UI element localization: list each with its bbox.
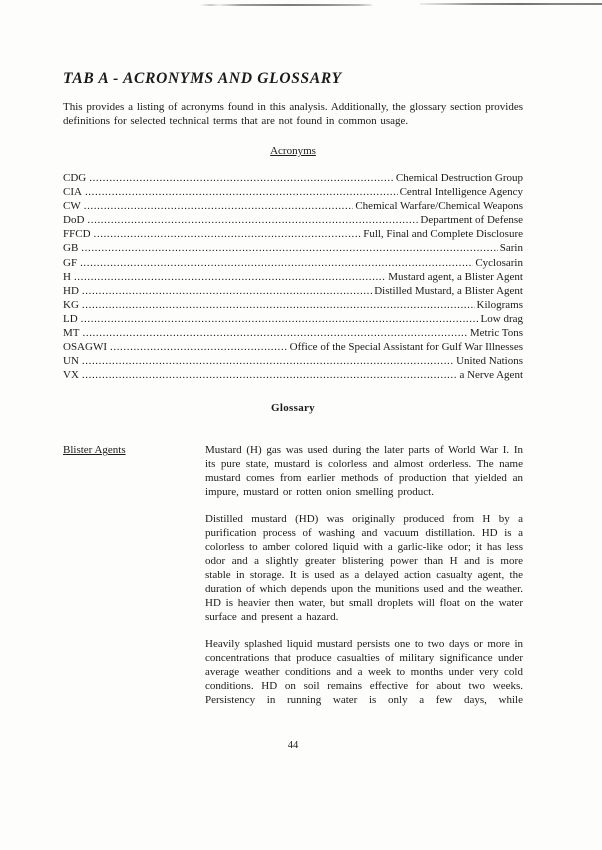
acronym-row	[63, 270, 523, 284]
acronym-term: VX	[63, 369, 79, 382]
dot-leader	[89, 171, 394, 185]
glossary-heading: Glossary	[271, 402, 315, 415]
acronym-term: LD	[63, 312, 78, 325]
glossary-paragraph: Distilled mustard (HD) was originally produced from H by a purification process of washing and vacuum distillation. HD is a colorless to amber colored liquid with a garlic-like odor; it has less odor and a slightly greater blistering power than H and is more stable in storage. It is used as a delayed action casualty agent, the duration of which depends upon the munitions used and the weather. HD is heavier then water, but small droplets will float on the water surface and present a hazard.	[205, 513, 523, 624]
dot-leader	[82, 368, 458, 382]
acronym-row	[63, 241, 523, 255]
acronym-term: CW	[63, 200, 81, 213]
acronym-term: GF	[63, 256, 78, 269]
acronym-row	[63, 284, 523, 298]
acronym-definition: Cyclosarin	[475, 256, 523, 269]
dot-leader	[110, 340, 288, 354]
dot-leader	[82, 354, 454, 368]
glossary-term	[63, 443, 205, 707]
acronym-term: KG	[63, 298, 79, 311]
acronym-term: H	[63, 270, 71, 283]
acronym-row	[63, 340, 523, 354]
dot-leader	[82, 298, 475, 312]
glossary-term-label: Blister Agents	[63, 444, 126, 457]
acronym-term: CIA	[63, 186, 82, 199]
acronym-list	[63, 171, 523, 382]
acronym-term: GB	[63, 242, 79, 255]
dot-leader	[82, 284, 372, 298]
dot-leader	[74, 270, 386, 284]
acronym-definition: a Nerve Agent	[459, 369, 523, 382]
acronym-term: MT	[63, 327, 80, 340]
acronym-definition: Mustard agent, a Blister Agent	[388, 270, 523, 283]
dot-leader	[94, 227, 362, 241]
acronym-row	[63, 171, 523, 185]
acronyms-heading: Acronyms	[270, 145, 316, 157]
acronym-definition: Department of Defense	[420, 214, 523, 227]
dot-leader	[87, 213, 418, 227]
dot-leader	[84, 199, 354, 213]
acronym-definition: Sarin	[499, 242, 523, 255]
page-content	[63, 0, 523, 707]
acronym-definition: Full, Final and Complete Disclosure	[363, 228, 523, 241]
glossary-paragraph: Mustard (H) gas was used during the later parts of World War I. In its pure state, mustard is colorless and almost orderless. The name mustard comes from earlier methods of production that yielded an impure, mustard or rotten onion smelling product.	[205, 444, 523, 499]
acronym-term: HD	[63, 284, 79, 297]
acronym-row	[63, 326, 523, 340]
acronym-definition: Metric Tons	[469, 327, 523, 340]
acronym-row	[63, 227, 523, 241]
acronym-term: CDG	[63, 172, 87, 184]
page-number: 44	[287, 740, 299, 751]
acronym-definition: Distilled Mustard, a Blister Agent	[374, 284, 523, 297]
acronym-term: DoD	[63, 214, 85, 227]
acronym-row	[63, 368, 523, 382]
acronym-row	[63, 298, 523, 312]
dot-leader	[80, 256, 473, 270]
acronym-row	[63, 354, 523, 368]
dot-leader	[83, 326, 468, 340]
dot-leader	[81, 241, 497, 255]
glossary-paragraph: Heavily splashed liquid mustard persists one to two days or more in concentrations that produce casualties of military significance under average weather conditions and a week to months under very cold conditions. HD on soil remains effective for about two weeks. Persistency in running water is only a few days, while	[205, 638, 523, 707]
acronym-row	[63, 185, 523, 199]
acronym-definition: Chemical Warfare/Chemical Weapons	[355, 200, 523, 213]
acronym-definition: Central Intelligence Agency	[399, 186, 523, 199]
acronym-row	[63, 213, 523, 227]
acronym-term: OSAGWI	[63, 341, 107, 354]
acronym-definition: Kilograms	[476, 298, 523, 311]
acronym-definition: United Nations	[456, 355, 523, 368]
glossary-entry	[63, 443, 523, 707]
glossary-definition	[205, 443, 523, 707]
dot-leader	[81, 312, 479, 326]
dot-leader	[85, 185, 398, 199]
acronym-definition: Chemical Destruction Group	[395, 172, 523, 184]
acronym-term: FFCD	[63, 228, 91, 241]
acronym-definition: Office of the Special Assistant for Gulf War Illnesses	[289, 341, 523, 354]
acronym-term: UN	[63, 355, 79, 368]
acronym-row	[63, 312, 523, 326]
acronym-row	[63, 199, 523, 213]
acronym-definition: Low drag	[480, 312, 523, 325]
intro-paragraph: This provides a listing of acronyms found in this analysis. Additionally, the glossary section provides definitions for selected technical terms that are not found in common usage.	[63, 101, 523, 127]
page-title: TAB A - ACRONYMS AND GLOSSARY	[63, 70, 342, 87]
acronym-row	[63, 256, 523, 270]
